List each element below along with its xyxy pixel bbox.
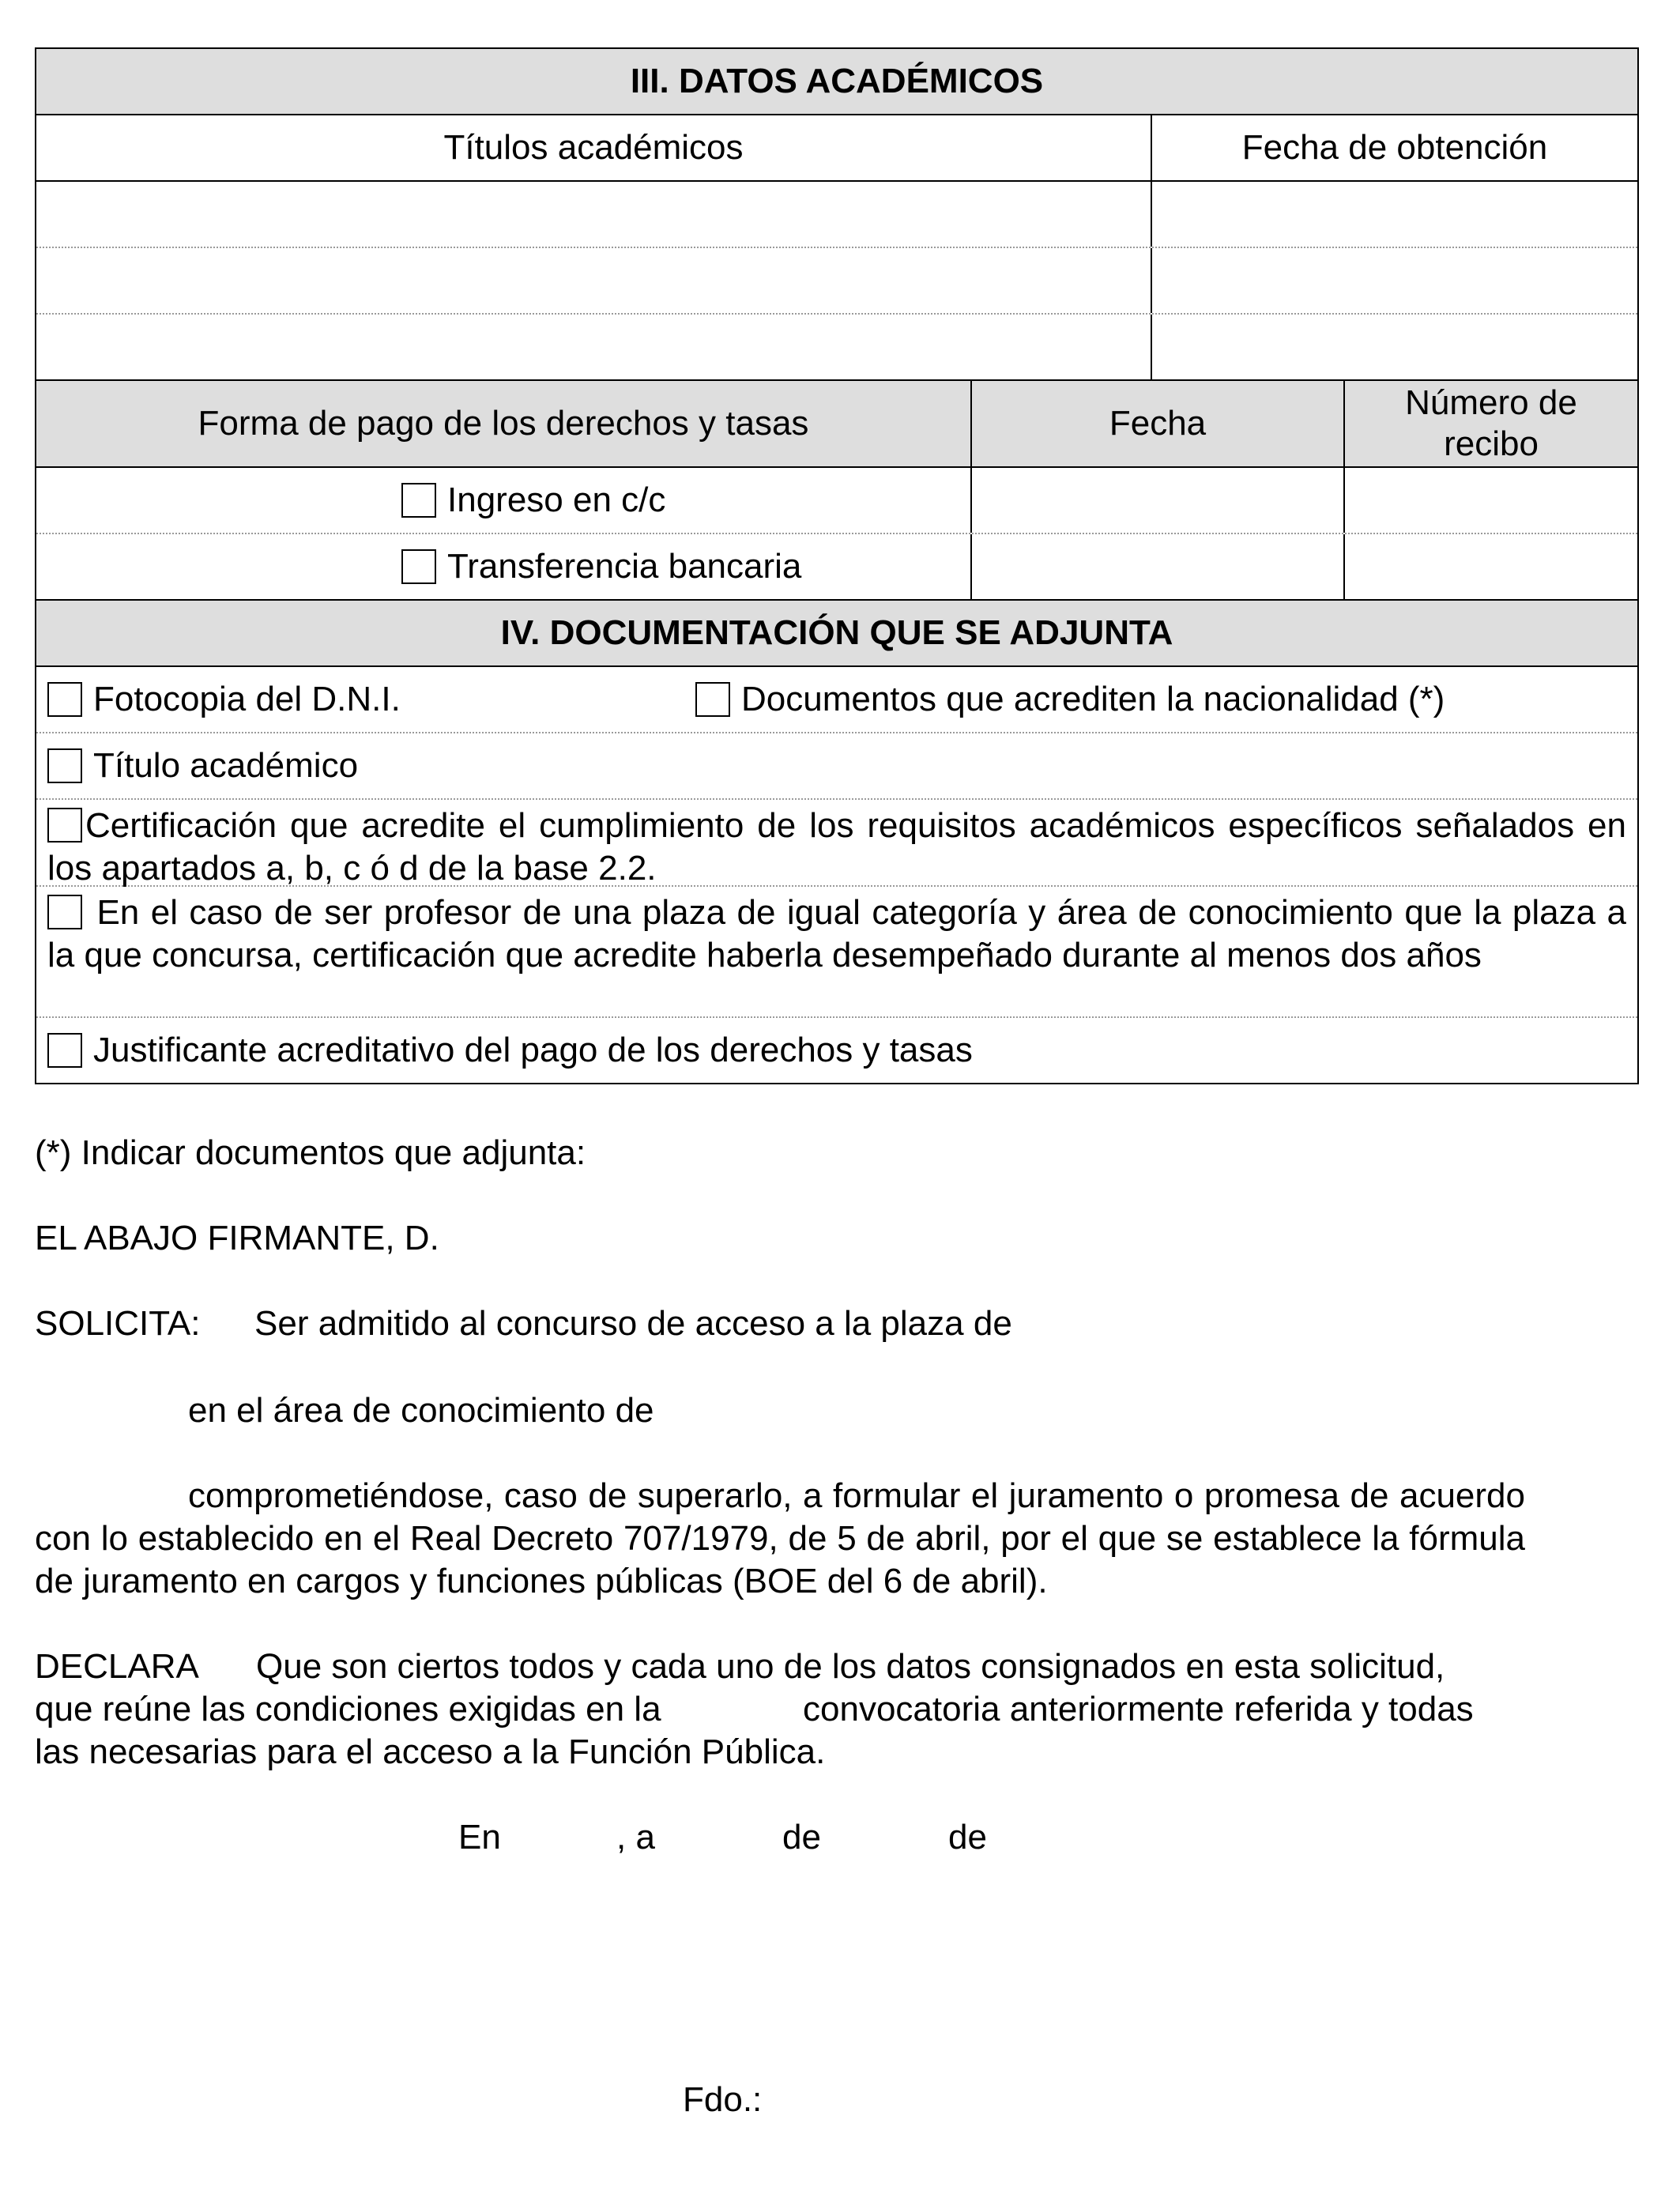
receipt-number-header-line-2: recibo (1444, 424, 1539, 463)
payment-date-column-header: Fecha (972, 381, 1345, 466)
academic-titles-column-header: Títulos académicos (36, 115, 1152, 180)
certification-label: Certificación que acredite el cumplimiento de los requisitos académicos específicos señalados en los apartados a, b, c ó d de la base 2.2. (47, 806, 1626, 888)
obtained-date-field-3[interactable] (1152, 315, 1637, 379)
professor-checkbox[interactable] (47, 895, 82, 929)
doc-row-payment-proof (36, 1018, 1637, 1083)
professor-label: En el caso de ser profesor de una plaza de igual categoría y área de conocimiento que la plaza a la que concursa, certificación que acredite haberla desempeñado durante al menos dos años (47, 893, 1626, 974)
solicita-text: Ser admitido al concurso de acceso a la plaza de (254, 1304, 1012, 1343)
academic-title-label: Título académico (93, 746, 359, 785)
solicita-label: SOLICITA: (35, 1304, 201, 1343)
doc-dni-item (36, 667, 695, 732)
section-3-title: III. DATOS ACADÉMICOS (630, 62, 1044, 100)
transfer-checkbox[interactable] (401, 549, 436, 584)
nationality-label: Documentos que acrediten la nacionalidad (*) (741, 680, 1445, 718)
doc-row-professor (36, 887, 1637, 1018)
academic-title-row-3 (36, 315, 1637, 381)
section-4-header (36, 601, 1637, 667)
dni-checkbox[interactable] (47, 682, 82, 717)
academic-title-row-2 (36, 248, 1637, 315)
section-4-title: IV. DOCUMENTACIÓN QUE SE ADJUNTA (500, 613, 1173, 652)
academic-title-field-2[interactable] (36, 248, 1152, 313)
payment-method-column-header: Forma de pago de los derechos y tasas (36, 381, 972, 466)
receipt-number-column-header (1345, 381, 1637, 466)
academic-title-checkbox[interactable] (47, 748, 82, 783)
academic-title-row-1 (36, 182, 1637, 248)
academic-titles-header-row (36, 115, 1637, 182)
payment-row-transfer (36, 534, 1637, 601)
doc-payment-proof-item (36, 1018, 1637, 1083)
signature-label: Fdo.: (683, 2080, 763, 2119)
doc-certification-item (36, 800, 1637, 888)
place-de-month: de (782, 1818, 821, 1857)
certification-checkbox[interactable] (47, 808, 82, 843)
signer-line: EL ABAJO FIRMANTE, D. (35, 1219, 439, 1257)
doc-professor-item (36, 887, 1637, 1016)
transfer-label: Transferencia bancaria (447, 547, 802, 586)
nationality-checkbox[interactable] (695, 682, 730, 717)
payment-proof-label: Justificante acreditativo del pago de los derechos y tasas (93, 1031, 973, 1069)
doc-row-title (36, 733, 1637, 800)
declara-label: DECLARA (35, 1647, 199, 1686)
attachments-note: (*) Indicar documentos que adjunta: (35, 1133, 586, 1172)
payment-method-deposit (36, 468, 972, 533)
dni-label: Fotocopia del D.N.I. (93, 680, 401, 718)
declara-line-2a: que reúne las condiciones exigidas en la (35, 1690, 661, 1728)
payment-method-transfer (36, 534, 972, 599)
declara-line-2b: convocatoria anteriormente referida y todas (803, 1690, 1474, 1728)
doc-row-dni-nationality (36, 667, 1637, 733)
place-de-year: de (948, 1818, 987, 1857)
academic-title-field-1[interactable] (36, 182, 1152, 247)
declara-line-1: Que son ciertos todos y cada uno de los datos consignados en esta solicitud, (256, 1647, 1445, 1686)
area-text: en el área de conocimiento de (188, 1391, 654, 1430)
commitment-paragraph: comprometiéndose, caso de superarlo, a formular el juramento o promesa de acuerdo con lo establecido en el Real Decreto 707/1979, de 5 de abril, por el que se establece la fórmula de juramento en cargos y funciones públicas (BOE del 6 de abril). (35, 1476, 1525, 1600)
obtained-date-field-1[interactable] (1152, 182, 1637, 247)
section-3-header (36, 49, 1637, 115)
deposit-receipt-field[interactable] (1345, 468, 1637, 533)
doc-nationality-item (695, 667, 1637, 732)
transfer-receipt-field[interactable] (1345, 534, 1637, 599)
payment-row-deposit (36, 468, 1637, 534)
place-en: En (458, 1818, 501, 1857)
obtained-date-column-header: Fecha de obtención (1241, 128, 1548, 167)
academic-title-field-3[interactable] (36, 315, 1152, 379)
obtained-date-field-2[interactable] (1152, 248, 1637, 313)
declara-line-3: las necesarias para el acceso a la Función Pública. (35, 1732, 826, 1771)
payment-proof-checkbox[interactable] (47, 1033, 82, 1068)
deposit-date-field[interactable] (972, 468, 1345, 533)
doc-row-certification (36, 800, 1637, 887)
application-form-table (35, 47, 1639, 1084)
transfer-date-field[interactable] (972, 534, 1345, 599)
doc-title-item (36, 733, 1637, 798)
place-a: , a (616, 1818, 655, 1857)
deposit-checkbox[interactable] (401, 483, 436, 518)
receipt-number-header-line-1: Número de (1405, 383, 1577, 422)
payment-header-row (36, 381, 1637, 468)
deposit-label: Ingreso en c/c (447, 481, 666, 519)
